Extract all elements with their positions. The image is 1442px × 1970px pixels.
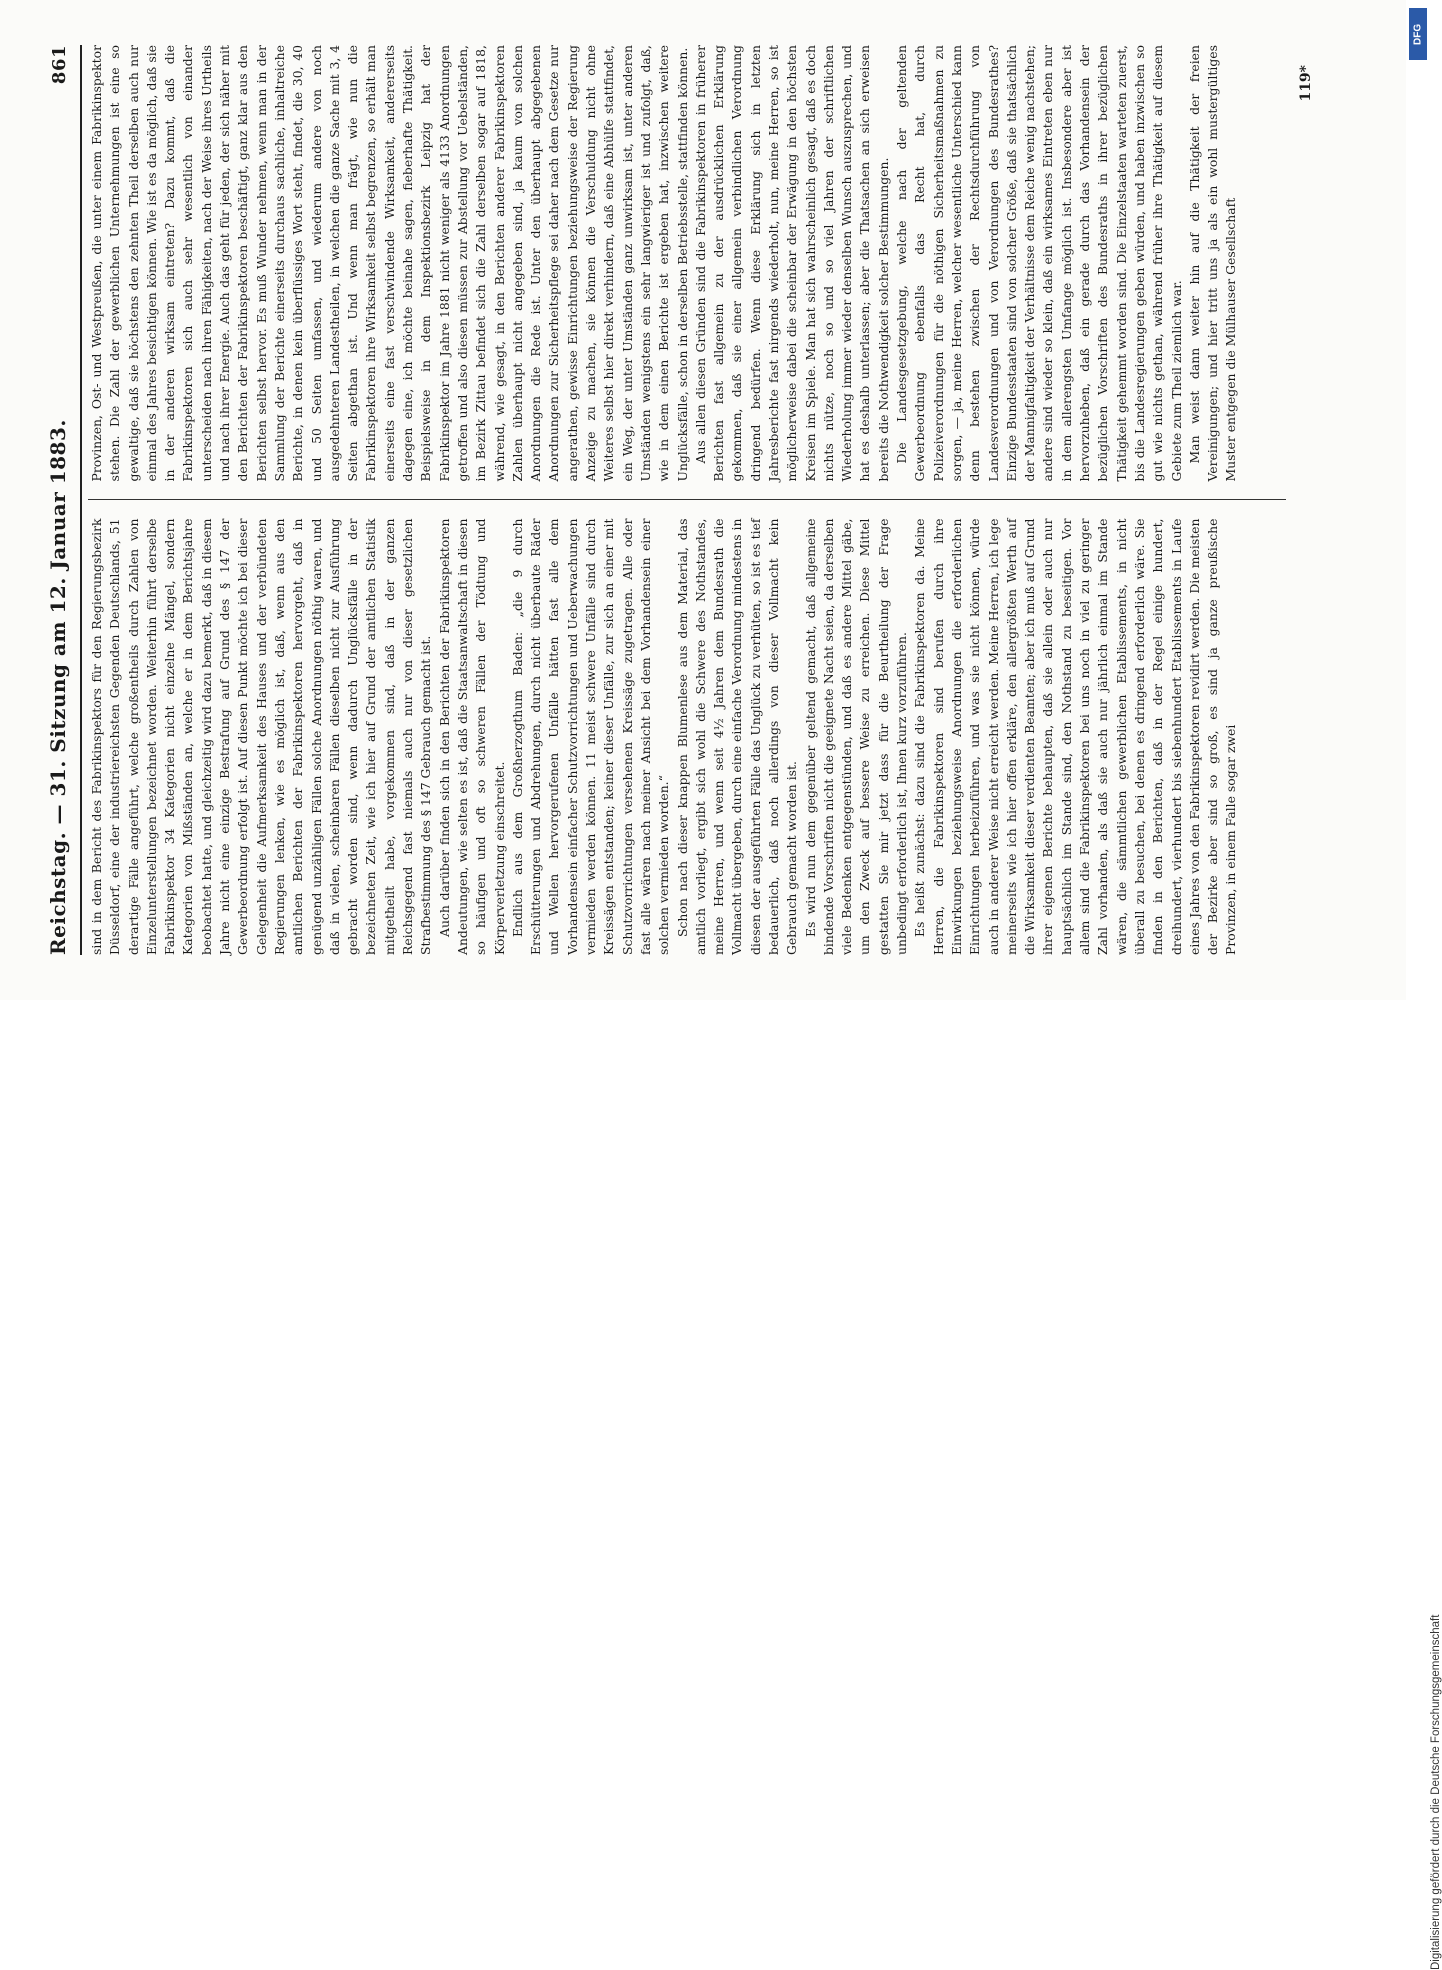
paragraph: Schon nach dieser knappen Blumenlese aus dem Material, das amtlich vorliegt, ergibt sich wohl die Schwere des Nothstandes, meine Herren, und wenn seit 4½ Jahren dem Bundesrath die Vollmacht übergeben, durch eine einfache Verordnung mindestens in diesen der ausgeführten Fälle das Unglück zu verhüten, so ist es tief bedauerlich, daß noch allerdings von dieser Vollmacht kein Gebrauch gemacht worden ist. xyxy=(674,518,800,955)
rotated-document-page xyxy=(26,25,1326,975)
paragraph: sind in dem Bericht des Fabrikinspektors für den Regierungsbezirk Düsseldorf, eine der industriereichsten Gegenden Deutschlands, 51 derartige Fälle angeführt, welche großentheils durch Zahlen von Einzelunterstellungen bezeichnet worden. Weiterhin führt derselbe Fabrikinspektor 34 Kategorien nicht einzelne Mängel, sondern Kategorien von Mißständen an, welche er in dem Berichtsjahre beobachtet hatte, und gleichzeitig wird dazu bemerkt, daß in diesem Jahre nicht eine einzige Bestrafung auf Grund des § 147 der Gewerbeordnung erfolgt ist. Auf diesen Punkt möchte ich bei dieser Gelegenheit die Aufmerksamkeit des Hauses und der verbündeten Regierungen lenken, wie es möglich ist, daß, wenn aus den amtlichen Berichten der Fabrikinspektoren hervorgeht, daß in genügend unzähligen Fällen solche Anordnungen nöthig waren, und daß in vielen, scheinbaren Fällen dieselben nicht zur Ausführung gebracht worden sind, wenn dadurch Unglücksfälle in der bezeichneten Zeit, wie ich hier auf Grund der amtlichen Statistik mitgetheilt habe, vorgekommen sind, daß in der ganzen Reichsgegend fast niemals auch nur von dieser gesetzlichen Strafbestimmung des § 147 Gebrauch gemacht ist. xyxy=(89,518,434,955)
paragraph: Man weist dann weiter hin auf die Thätigkeit der freien Vereinigungen; und hier tritt uns ja als ein wohl mustergültiges Muster entgegen die Mülhauser Gesellschaft xyxy=(1186,45,1239,482)
dfg-sidebar xyxy=(1406,0,1442,1970)
paragraph: Endlich aus dem Großherzogthum Baden: „die 9 durch Erschütterungen und Abdrehungen, durch nicht überbaute Räder und Wellen hervorgerufenen Unfälle hätten fast alle dem Vorhandensein einfacher Schutzvorrichtungen und Ueberwachungen vermieden werden können. 11 meist schwere Unfälle sind durch Kreissägen entstanden; keiner dieser Unfälle, zur sich an einer mit Schutzvorrichtungen versehenen Kreissäge zugetragen. Alle oder fast alle wären nach meiner Ansicht bei dem Vorhandensein einer solchen vermieden worden.“ xyxy=(509,518,672,955)
text-columns xyxy=(88,45,1286,955)
signature-mark: 119* xyxy=(1298,65,1314,102)
paragraph: Provinzen, Ost- und Westpreußen, die unter einem Fabrikinspektor stehen. Die Zahl der gewerblichen Unternehmungen ist eine so gewaltige, daß sie höchstens den zehnten Theil derselben auch nur einmal des Jahres besichtigen können. Wie ist es da möglich, daß sie in der anderen wirksam eintreten? Dazu kommt, daß die Fabrikinspektoren sich auch sehr wesentlich von einander unterscheiden nach ihren Fähigkeiten, nach der Weise ihres Urtheils und nach ihrer Energie. Auch das geht für jeden, der sich näher mit den Berichten der Fabrikinspektoren beschäftigt, ganz klar aus den Berichten selbst hervor. Es muß Wunder nehmen, wenn man in der Sammlung der Berichte einerseits durchaus sachliche, inhaltreiche Berichte, in denen kein überflüssiges Wort steht, findet, die 30, 40 und 50 Seiten umfassen, und wiederum andere von noch ausgedehnteren Landestheilen, in welchen die ganze Sache mit 3, 4 Seiten abgethan ist. Und wenn man frägt, wie nun die Fabrikinspektoren ihre Wirksamkeit selbst begrenzen, so erhält man einerseits eine fast verschwindende Wirksamkeit, andererseits dagegen eine, ich möchte beinahe sagen, fieberhafte Thätigkeit. Beispielsweise in dem Inspektionsbezirk Leipzig hat der Fabrikinspektor im Jahre 1881 nicht weniger als 4133 Anordnungen getroffen und also diesen müssen zur Abstellung vor Uebelständen, im Bezirk Zittau befindet sich die Zahl derselben sogar auf 1818, während, wie gesagt, in den Berichten anderer Fabrikinspektoren Zahlen überhaupt nicht angegeben sind, ja kaum von solchen Anordnungen die Rede ist. Unter den überhaupt abgegebenen Anordnungen zur Sicherheitspflege sei daher nach dem Gesetze nur angerathen, gewisse Einrichtungen beziehungsweise der Regierung Anzeige zu machen, sie können die Verschuldung nicht ohne Weiteres selbst hier direkt verhindern, daß eine Abhülfe stattfindet, ein Weg, der unter Umständen ganz unwirksam ist, unter anderen Umständen wenigstens ein sehr langwieriger ist und zufolgt, daß, wie in dem einen Berichte ist ergeben hat, inzwischen weitere Unglücksfälle, schon in derselben Betriebsstelle, stattfinden können. xyxy=(89,45,690,482)
paragraph: Die Landesgesetzgebung, welche nach der geltenden Gewerbeordnung ebenfalls das Recht hat, durch Polizeiverordnungen für die nöthigen Sicherheitsmaßnahmen zu sorgen, — ja, meine Herren, welcher wesentliche Unterschied kann denn bestehen zwischen der Rechtsdurchführung von Landesverordnungen und von Verordnungen des Bundesrathes? Einzige Bundesstaaten sind von solcher Größe, daß sie thatsächlich der Mannigfaltigkeit der Verhältnisse dem Reiche wenig nachstehen; andere sind wieder so klein, daß ein wirksames Eintreten eben nur in dem allerengsten Umfange möglich ist. Insbesondere aber ist hervorzuheben, daß ein gerade durch das Vorhandensein der bezüglichen Vorschriften des Bundesraths in ihrer bezüglichen Thätigkeit gehemmt worden sind. Die Einzelstaaten warteten zuerst, bis die Landesregierungen geben würden, und haben inzwischen so gut wie nichts gethan, während früher ihre Thätigkeit auf diesem Gebiete zum Theil ziemlich war. xyxy=(894,45,1184,482)
paragraph: Aus allen diesen Gründen sind die Fabrikinspektoren in früherer Berichten fast allgemein zu der ausdrücklichen Erklärung gekommen, daß sie einer allgemein verbindlichen Verordnung dringend bedürfen. Wenn diese Erklärung sich in letzten Jahresberichte fast nirgends wiederholt, nun, meine Herren, so ist möglicherweise dabei die scheinbar der Erwägung in den höchsten Kreisen im Spiele. Man hat sich wahrscheinlich gesagt, daß es doch nichts nütze, noch so und so viel Jahren der schriftlichen Wiederholung immer wieder denselben Wunsch auszusprechen, und hat es deshalb unterlassen; aber die Thatsachen an sich erweisen bereits die Nothwendigkeit solcher Bestimmungen. xyxy=(692,45,891,482)
dfg-credit-text: Digitalisierung gefördert durch die Deutsche Forschungsgemeinschaft xyxy=(1430,1614,1442,1970)
left-column xyxy=(88,519,1286,956)
paragraph: Es wird nun dem gegenüber geltend gemacht, daß allgemeine bindende Vorschriften nicht die geeignete Nacht seien, da derselben viele Bedenken entgegenstünden, und daß es andere Mittel gäbe, um den Zweck auf bessere Weise zu erreichen. Diese Mittel gestatten Sie mir jetzt dass für die Beurtheilung der Frage unbedingt erforderlich ist, Ihnen kurz vorzuführen. xyxy=(802,518,910,955)
dfg-logo: DFG xyxy=(1409,8,1427,60)
page-number: 861 xyxy=(49,45,70,85)
column-divider xyxy=(88,500,1286,501)
page-header xyxy=(46,45,82,955)
header-title: Reichstag. — 31. Sitzung am 12. Januar 1883. xyxy=(46,419,70,955)
right-column xyxy=(88,45,1286,482)
paragraph: Es heißt zunächst: dazu sind die Fabrikinspektoren da. Meine Herren, die Fabrikinspektoren sind berufen durch ihre Einwirkungen beziehungsweise Anordnungen die erforderlichen Einrichtungen herbeizuführen, und was sie nicht können, würde auch in anderer Weise nicht erreicht werden. Meine Herren, ich lege meinerseits wie ich hier offen erkläre, den allergrößten Werth auf die Wirksamkeit dieser verdienten Beamten; aber ich muß auf Grund ihrer eigenen Berichte behaupten, daß sie allein oder auch nur hauptsächlich im Stande sind, den Nothstand zu beseitigen. Vor allem sind die Fabrikinspektoren bei uns noch in viel zu geringer Zahl vorhanden, als daß sie auch nur jährlich einmal im Stande wären, die sämmtlichen gewerblichen Etablissements, in nicht überall zu besuchen, bei denen es dringend erforderlich wäre. Sie finden in den Berichten, daß in der Regel einige hundert, dreihundert, vierhundert bis siebenhundert Etablissements in Laufe eines Jahres von den Fabrikinspektoren revidirt werden. Die meisten der Bezirke aber sind so groß, es sind ja ganze preußische Provinzen, in einem Falle sogar zwei xyxy=(912,518,1239,955)
paragraph: Auch darüber finden sich in den Berichten der Fabrikinspektoren Andeutungen, wie selten es ist, daß die Staatsanwaltschaft in diesen so häufigen und oft so schweren Fällen der Tödtung und Körperverletzung einschreitet. xyxy=(436,518,507,955)
